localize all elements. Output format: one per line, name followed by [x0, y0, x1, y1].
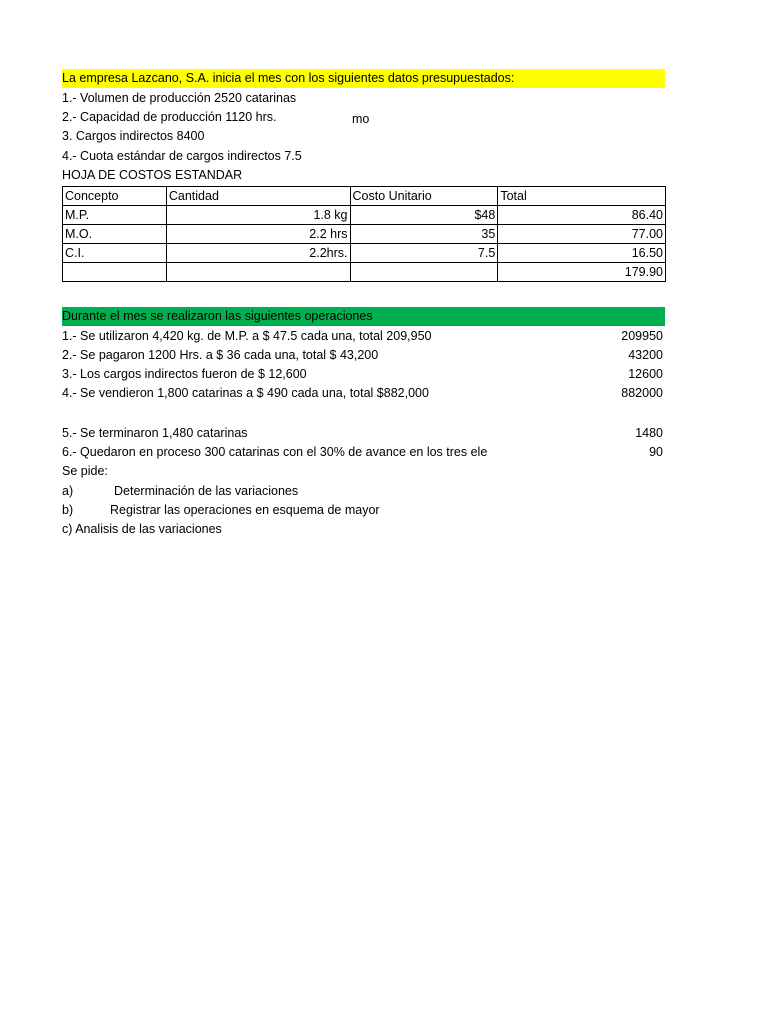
table-total-row: [63, 263, 666, 282]
operation-item: 1.- Se utilizaron 4,420 kg. de M.P. a $ 47.5 cada una, total 209,950 209950: [62, 329, 663, 343]
operation-item: 4.- Se vendieron 1,800 catarinas a $ 490 cada una, total $882,000 882000: [62, 386, 663, 400]
budget-line-1: 1.- Volumen de producción 2520 catarinas: [62, 91, 297, 105]
operation-item: 3.- Los cargos indirectos fueron de $ 12,600 12600: [62, 367, 663, 381]
mo-note: mo: [352, 112, 370, 126]
operation-item: 5.- Se terminaron 1,480 catarinas 1480: [62, 426, 663, 440]
ask-title: Se pide:: [62, 464, 108, 478]
table-row: M.O. 2.2 hrs 35 77.00: [63, 225, 666, 244]
header-total: Total: [498, 187, 666, 206]
budget-line-3: 3. Cargos indirectos 8400: [62, 129, 205, 143]
table-row: M.P. 1.8 kg $48 86.40: [63, 206, 666, 225]
header-highlight-row: [62, 69, 665, 88]
operation-item: 6.- Quedaron en proceso 300 catarinas con el 30% de avance en los tres ele 90: [62, 445, 663, 459]
budget-line-4: 4.- Cuota estándar de cargos indirectos 7.5: [62, 149, 302, 163]
ask-item-b: b) Registrar las operaciones en esquema de mayor: [62, 503, 380, 517]
header-concepto: Concepto: [63, 187, 167, 206]
operations-title: Durante el mes se realizaron las siguientes operaciones: [62, 309, 373, 323]
budget-line-2: 2.- Capacidad de producción 1120 hrs. mo: [62, 108, 665, 127]
ask-item-a: a) Determinación de las variaciones: [62, 484, 299, 498]
header-cantidad: Cantidad: [166, 187, 350, 206]
table-header-row: [63, 187, 666, 206]
operation-item: 2.- Se pagaron 1200 Hrs. a $ 36 cada una, total $ 43,200 43200: [62, 348, 663, 362]
header-costo-unitario: Costo Unitario: [350, 187, 498, 206]
ask-item-c: c) Analisis de las variaciones: [62, 522, 222, 536]
table-row: C.I. 2.2hrs. 7.5 16.50: [63, 244, 666, 263]
sheet-title: HOJA DE COSTOS ESTANDAR: [62, 168, 243, 182]
header-text: La empresa Lazcano, S.A. inicia el mes con los siguientes datos presupuestados:: [62, 71, 515, 85]
operations-highlight-row: [62, 307, 665, 326]
standard-cost-table: [62, 186, 666, 282]
grand-total: 179.90: [498, 263, 666, 282]
